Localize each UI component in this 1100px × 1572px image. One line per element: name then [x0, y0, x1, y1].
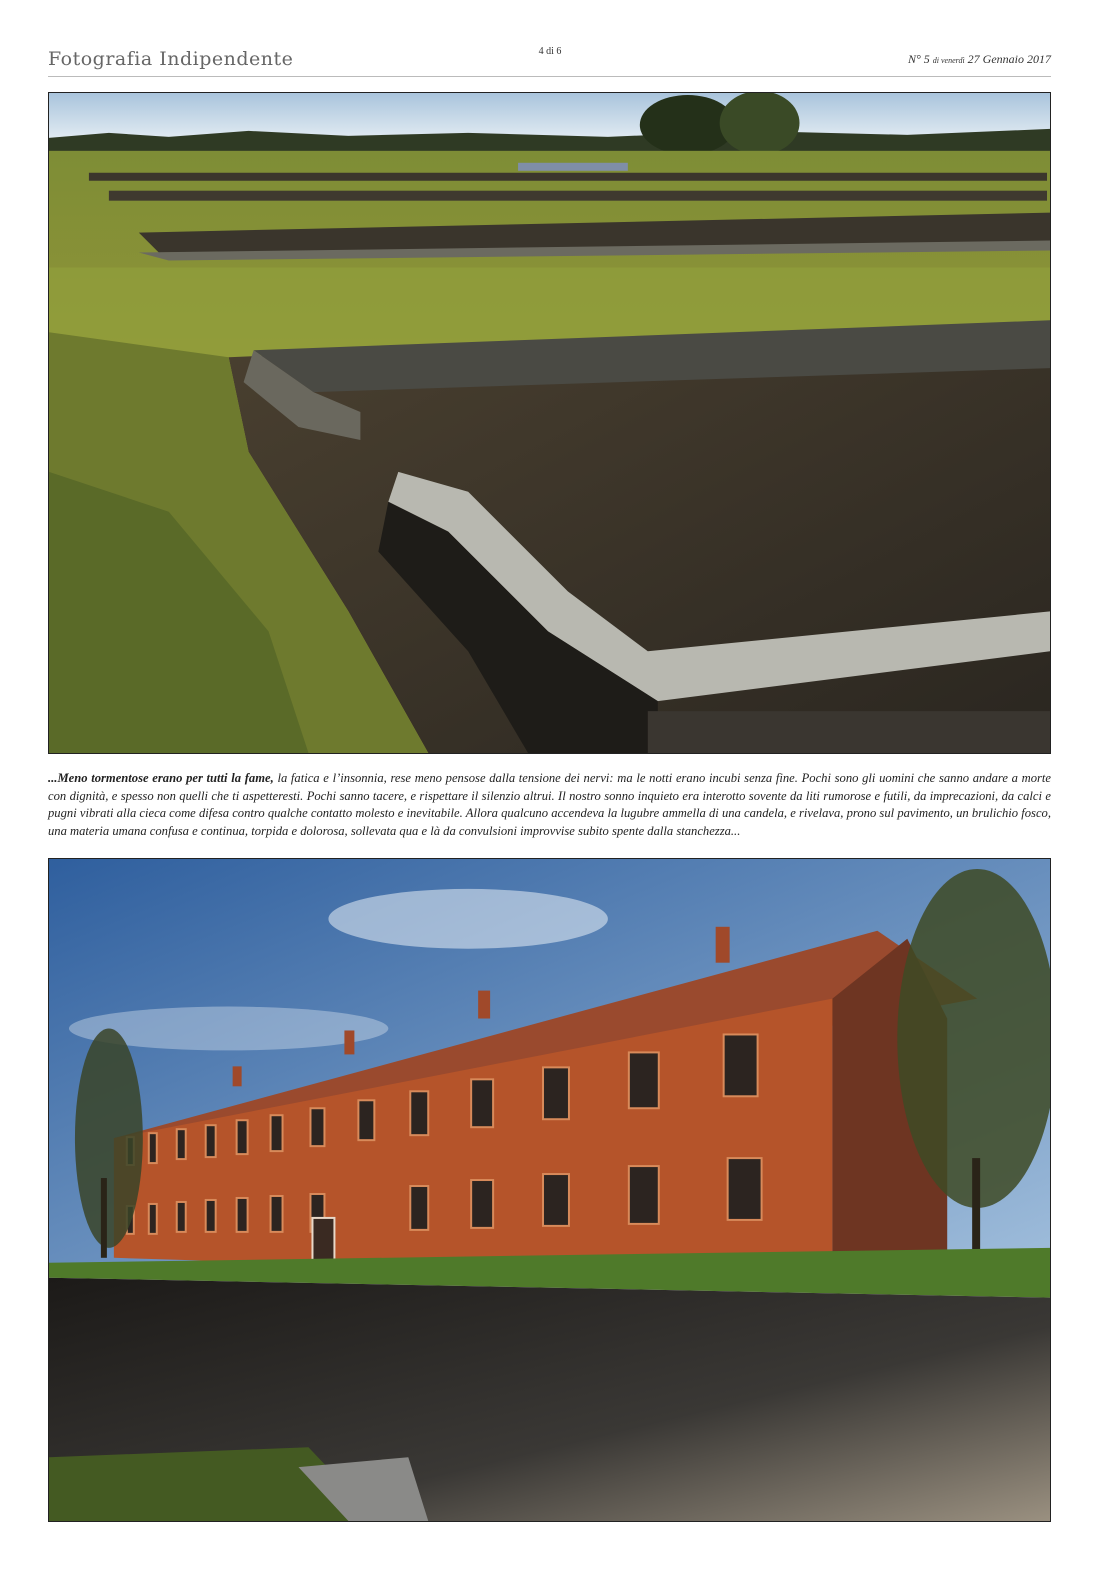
caption-lead: ...Meno tormentose erano per tutti la fame,	[48, 771, 274, 785]
issue-number: N° 5	[907, 52, 930, 66]
photo-barrack-foundations	[48, 92, 1051, 754]
issue-date: 27 Gennaio 2017	[967, 52, 1051, 66]
masthead-title: Fotografia Indipendente	[48, 48, 294, 70]
photo-brick-barrack-image	[49, 859, 1050, 1521]
caption-body: la fatica e l’insonnia, rese meno pensose dalla tensione dei nervi: ma le notti erano incubi senza fine. Pochi sono gli uomini che sanno andare a morte con dignità, e spesso non quelli che ti aspetteresti. Pochi sanno tacere, e rispettare il silenzio altrui. Il nostro sonno inquieto era interotto sovente da liti rumorose e futili, da imprecazioni, da calci e pugni vibrati alla cieca come difesa contro qualche contatto molesto e inevitabile. Allora qualcuno accendeva la lugubre ammella di una candela, e rivelava, prono sul pavimento, un brulichio fosco, una materia umana confusa e continua, torpida e dolorosa, sollevata qua e là da convulsioni improvvise subito spente dalla stanchezza...	[48, 771, 1051, 838]
issue-info	[908, 52, 1051, 67]
page-indicator: 4 di 6	[538, 46, 562, 57]
photo-barrack-foundations-image	[49, 93, 1050, 753]
photo-brick-barrack	[48, 858, 1051, 1522]
issue-day: di venerdì	[932, 56, 965, 65]
header-rule	[48, 76, 1051, 77]
caption	[48, 770, 1051, 840]
